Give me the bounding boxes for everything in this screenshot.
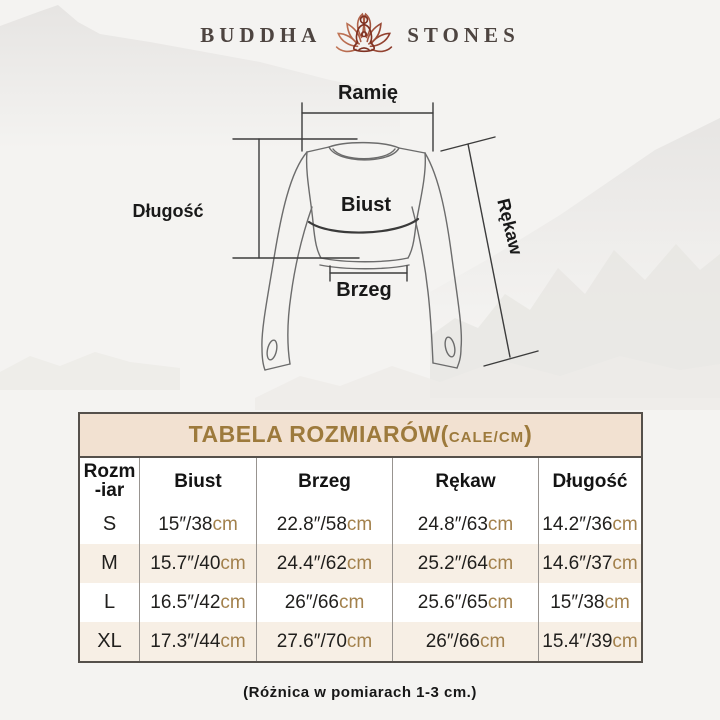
row-m-sleeve: 25.2″/64 cm: [392, 544, 538, 583]
brand-name-stones: STONES: [407, 22, 520, 47]
row-l-bust: 16.5″/42 cm: [139, 583, 256, 622]
col-header-hem: Brzeg: [256, 458, 392, 505]
row-l-hem: 26″/66 cm: [256, 583, 392, 622]
row-xl-hem: 27.6″/70 cm: [256, 622, 392, 661]
row-xl-sleeve: 26″/66 cm: [392, 622, 538, 661]
size-table-grid: [80, 458, 641, 661]
label-sleeve: Rękaw: [493, 196, 527, 257]
row-m-hem: 24.4″/62 cm: [256, 544, 392, 583]
size-table-title-units: CALE/CM: [448, 429, 525, 446]
row-s-hem: 22.8″/58 cm: [256, 505, 392, 544]
size-table-title: [80, 414, 641, 458]
row-s-length: 14.2″/36 cm: [538, 505, 641, 544]
row-l-length: 15″/38 cm: [538, 583, 641, 622]
size-note: (Różnica w pomiarach 1-3 cm.): [243, 684, 477, 701]
row-s-bust: 15″/38 cm: [139, 505, 256, 544]
row-xl-bust: 17.3″/44 cm: [139, 622, 256, 661]
label-hem: Brzeg: [336, 279, 392, 301]
row-m-length: 14.6″/37 cm: [538, 544, 641, 583]
col-header-length: Długość: [538, 458, 641, 505]
col-header-sleeve: Rękaw: [392, 458, 538, 505]
row-l-sleeve: 25.6″/65 cm: [392, 583, 538, 622]
row-l-size: L: [80, 583, 139, 622]
size-table-title-close: ): [524, 421, 533, 447]
row-m-bust: 15.7″/40 cm: [139, 544, 256, 583]
col-header-bust: Biust: [139, 458, 256, 505]
row-xl-size: XL: [80, 622, 139, 661]
garment-outline: [262, 143, 461, 370]
row-s-sleeve: 24.8″/63 cm: [392, 505, 538, 544]
label-length: Długość: [132, 201, 204, 221]
brand-name-buddha: BUDDHA: [200, 22, 322, 47]
row-m-size: M: [80, 544, 139, 583]
label-shoulder: Ramię: [337, 82, 399, 104]
size-table-title-main: TABELA ROZMIARÓW(: [188, 421, 449, 447]
row-s-size: S: [80, 505, 139, 544]
lotus-meditation-icon: [335, 9, 393, 61]
size-table: [78, 412, 643, 663]
shoulder-measure-line: [302, 103, 433, 151]
col-header-size: Rozm -iar: [80, 458, 139, 505]
brand-logo: [0, 8, 720, 62]
label-bust: Biust: [341, 194, 391, 216]
row-xl-length: 15.4″/39 cm: [538, 622, 641, 661]
